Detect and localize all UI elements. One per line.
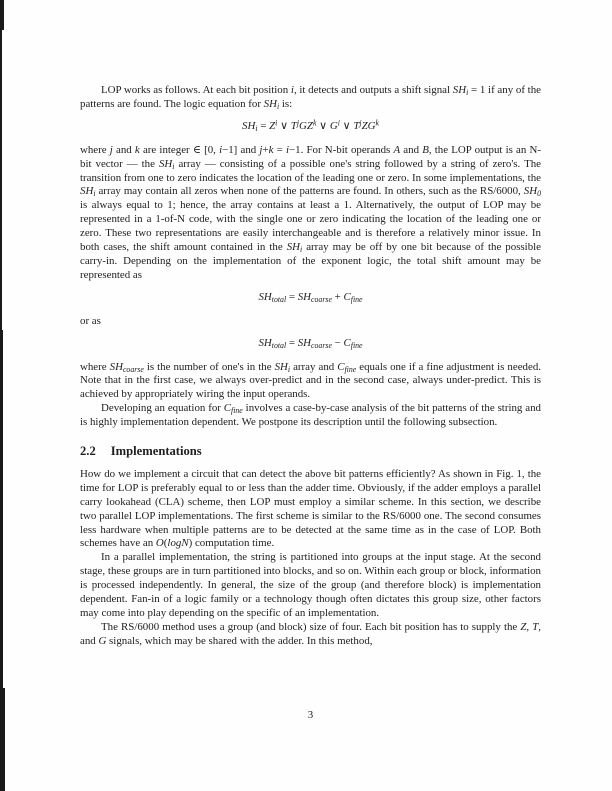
equation-shi-logic: $SH_i = Z^i$ ∨ $T^jGZ^k$ ∨ $G^i$ ∨ $T^jZG^k$: [242, 118, 379, 134]
equation-sh-total-minus: $SH_{total} = SH_{coarse} - C_{fine}$: [258, 337, 363, 351]
page-number: 3: [307, 709, 314, 721]
paragraph-how-implement: How do we implement a circuit that can detect the above bit patterns efficiently? As shown in Fig. 1, the time for LOP is preferably equal to or less than the adder time. Obviously, if the adder employs a parallel carry lookahead (CLA) scheme, then LOP must employ a similar scheme. In this section, we describe two parallel LOP implementations. The first scheme is similar to the RS/6000 one. The second consumes less hardware when multiple patterns are to be detected at the same time as in the case of LOP. Both schemes have an O(logN) computation time.: [80, 467, 541, 550]
paragraph-lop-works: LOP works as follows. At each bit position i, it detects and outputs a shift signal $SH_i = 1$ if any of the patterns are found. The logic equation for $SH_i$ is:: [80, 84, 541, 111]
paragraph-where-jk: where j and k are integer ∈ [0, i−1] and j+k = i−1. For N-bit operands A and B, the LOP output is an N-bit vector — the $SH_i$ array — consisting of a possible one's string followed by a string of zero's. The transition from one to zero indicates the location of the leading one or zero. In some implementations, the $SH_i$ array may contain all zeros when none of the patterns are found. In others, such as the RS/6000, $SH_0$ is always equal to 1; hence, the array contains at least a 1. Alternatively, the output of LOP may be represented in a 1-of-N code, with the single one or zero indicating the location of the leading one or zero. These two representations are easily interchangeable and is therefore a relatively minor issue. In both cases, the shift amount contained in the $SH_i$ array may be off by one bit because of the possible carry-in. Depending on the implementation of the exponent logic, the total shift amount may be represented as: [80, 143, 542, 281]
section-title: Implementations: [110, 444, 202, 459]
page-content: [80, 84, 541, 649]
scan-edge-artifact: [0, 688, 5, 791]
equation-sh-total-plus: $SH_{total} = SH_{coarse} + C_{fine}$: [258, 291, 363, 305]
paragraph-where-coarse: where $SH_{coarse}$ is the number of one's in the $SH_i$ array and $C_{fine}$ equals one if a fine adjustment is needed. Note that in the first case, we always over-predict and in the second case, always under-predict. This is achieved by appropriately wiring the input operands.: [80, 360, 541, 401]
scan-edge-artifact: [0, 0, 4, 30]
section-heading: [80, 445, 541, 459]
paragraph-developing: Developing an equation for $C_{fine}$ involves a case-by-case analysis of the bit patterns of the string and is highly implementation dependent. We postpone its description until the following subsection.: [80, 402, 541, 429]
or-as-text: or as: [80, 314, 101, 327]
section-number: 2.2: [80, 444, 96, 459]
paragraph-rs6000-method: The RS/6000 method uses a group (and block) size of four. Each bit position has to supply the Z, T, and G signals, which may be shared with the adder. In this method,: [80, 620, 541, 647]
paragraph-parallel-impl: In a parallel implementation, the string is partitioned into groups at the input stage. At the second stage, these groups are in turn partitioned into blocks, and so on. Within each group or block, information is processed independently. In general, the size of the group (and therefore block) is implementation dependent. Fan-in of a logic family or a technology though often dictates this group size, other factors may come into play depending on the specific of an implementation.: [80, 551, 541, 619]
